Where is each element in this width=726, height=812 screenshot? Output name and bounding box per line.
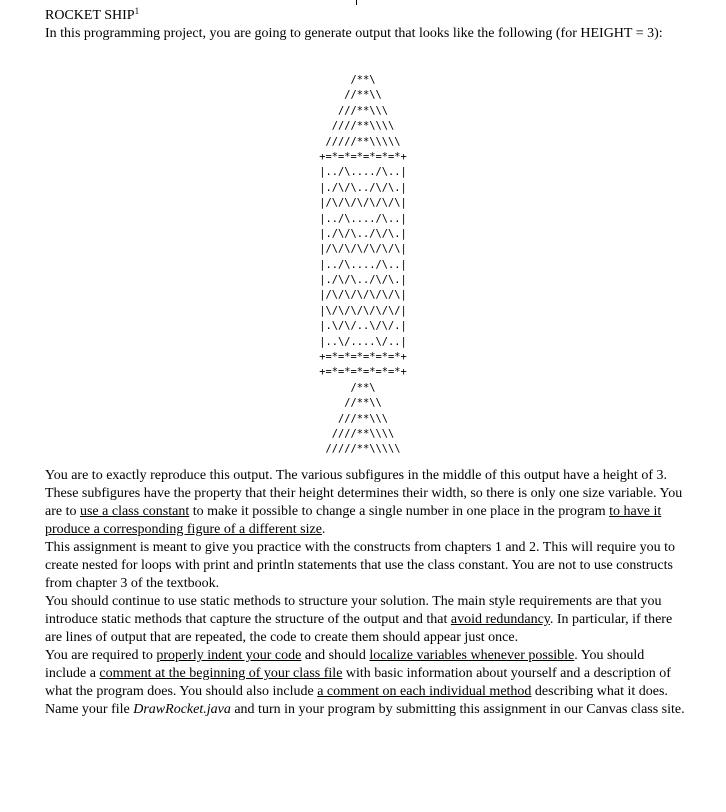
p4-text-6: and turn in your program by submitting this assignment in our Canvas class site.	[230, 702, 685, 717]
p1-underline-class-constant: use a class constant	[79, 504, 190, 519]
ascii-line: |./\/\../\/\.|	[319, 181, 407, 194]
ascii-line: |../\..../\..|	[319, 166, 407, 179]
p1-text-1: You are to exactly reproduce this output. The various subfigures in the middle of this output have a height of 3. These subfigures have the property that their height determines their width, so there is only one size variable. You are to	[45, 468, 683, 519]
paragraph-output-requirements	[45, 467, 685, 539]
page-top-tick-mark	[356, 0, 357, 5]
ascii-line: //**\\	[344, 397, 382, 410]
p4-underline-class-comment: comment at the beginning of your class file	[99, 666, 343, 681]
ascii-line: |./\/\../\/\.|	[319, 274, 407, 287]
ascii-line: |..\/....\/..|	[319, 335, 407, 348]
p3-underline-avoid-redundancy: avoid redundancy	[450, 612, 550, 627]
p3-text-2: . In particular, if there are lines of output that are repeated, the code to create them should appear just once.	[45, 612, 673, 645]
p4-filename: DrawRocket.java	[133, 702, 231, 717]
ascii-rocket-output	[0, 73, 726, 458]
ascii-line: |./\/\../\/\.|	[319, 227, 407, 240]
p4-text-1: You are required to	[45, 648, 157, 663]
intro-paragraph: In this programming project, you are going to generate output that looks like the following (for HEIGHT = 3):	[45, 26, 663, 41]
ascii-line: /////**\\\\\	[325, 135, 401, 148]
ascii-line: /////**\\\\\	[325, 443, 401, 456]
p4-underline-localize: localize variables whenever possible	[369, 648, 575, 663]
ascii-line: |.\/\/..\/\/.|	[319, 320, 407, 333]
ascii-line: ////**\\\\	[331, 120, 395, 133]
paragraph-style-and-submission	[45, 647, 685, 719]
ascii-line: |/\/\/\/\/\/\|	[319, 289, 407, 302]
p4-text-5: describing what it does. Name your file	[45, 684, 668, 717]
p3-text-1: You should continue to use static methods to structure your solution. The main style requirements are that you introduce static methods that capture the structure of the output and that	[45, 594, 662, 627]
title-footnote-marker: 1	[134, 6, 140, 16]
ascii-line: //**\\	[344, 89, 382, 102]
paragraph-static-methods	[45, 593, 685, 647]
p1-text-2: to make it possible to change a single number in one place in the program	[189, 504, 610, 519]
ascii-line: ////**\\\\	[331, 427, 395, 440]
ascii-line: +=*=*=*=*=*=*+	[319, 351, 407, 364]
ascii-line: ///**\\\	[337, 104, 389, 117]
ascii-line: ///**\\\	[337, 412, 389, 425]
ascii-line: /**\	[350, 74, 376, 86]
p4-text-4: with basic information about yourself and a description of what the program does. You should also include	[45, 666, 671, 699]
ascii-line: +=*=*=*=*=*=*+	[319, 150, 407, 163]
ascii-line: |../\..../\..|	[319, 258, 407, 271]
title-text: ROCKET SHIP	[45, 8, 135, 23]
p1-underline-different-size: to have it produce a corresponding figure of a different size	[45, 504, 662, 537]
p4-underline-indent: properly indent your code	[156, 648, 302, 663]
p4-text-2: and should	[301, 648, 370, 663]
p4-text-3: . You should include a	[45, 648, 645, 681]
ascii-line: |\/\/\/\/\/\/|	[319, 304, 407, 317]
paragraph-constructs: This assignment is meant to give you practice with the constructs from chapters 1 and 2. This will require you to create nested for loops with print and println statements that use the class constant. You are not to use constructs from chapter 3 of the textbook.	[45, 540, 675, 591]
ascii-line: |../\..../\..|	[319, 212, 407, 225]
ascii-line: |/\/\/\/\/\/\|	[319, 197, 407, 210]
ascii-line: /**\	[350, 381, 376, 394]
ascii-line: |/\/\/\/\/\/\|	[319, 243, 407, 256]
ascii-line: +=*=*=*=*=*=*+	[319, 366, 407, 379]
assignment-body	[45, 467, 685, 719]
p1-text-3: .	[321, 522, 326, 537]
p4-underline-method-comment: a comment on each individual method	[317, 684, 532, 699]
document-title	[45, 7, 139, 25]
